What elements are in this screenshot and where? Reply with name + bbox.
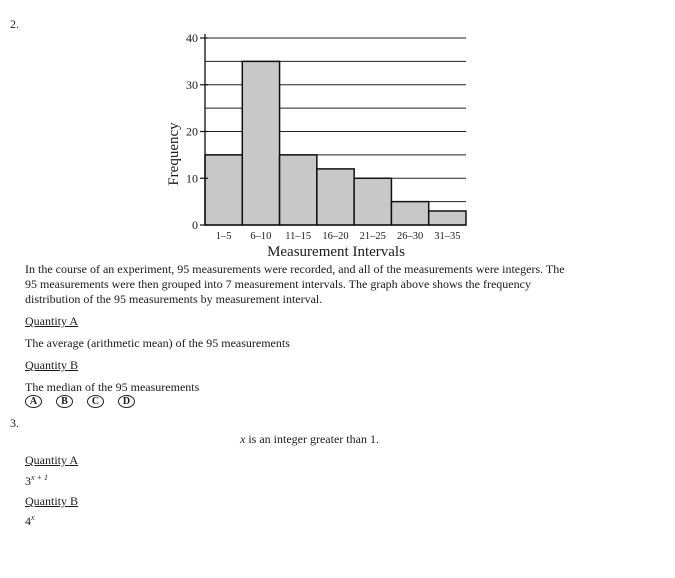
question-3-stem [240, 432, 379, 447]
y-tick-label: 30 [186, 77, 198, 92]
q2-quantity-b-label: Quantity B [25, 358, 78, 372]
choice-c-button[interactable]: C [87, 395, 104, 408]
choice-b-button[interactable]: B [56, 395, 73, 408]
bar-3 [280, 155, 317, 225]
x-tick-label: 21–25 [359, 231, 386, 242]
q3-quantity-b-label: Quantity B [25, 494, 78, 508]
q2-quantity-a-label: Quantity A [25, 314, 78, 328]
x-axis-label: Measurement Intervals [267, 244, 405, 260]
paragraph-line-3: distribution of the 95 measurements by measurement interval. [25, 292, 323, 306]
choice-a-button[interactable]: A [25, 395, 42, 408]
q3-quantity-a-base: 3 [25, 474, 31, 488]
paragraph-line-2: 95 measurements were then grouped into 7 measurement intervals. The graph above shows the frequency [25, 277, 531, 291]
y-tick-label: 0 [192, 218, 198, 232]
question-2-number: 2. [10, 17, 19, 31]
q2-quantity-a-text: The average (arithmetic mean) of the 95 measurements [25, 336, 290, 350]
x-tick-label: 6–10 [250, 231, 272, 242]
x-tick-label: 1–5 [215, 231, 232, 242]
y-tick-label: 40 [186, 31, 198, 45]
q2-quantity-b-text: The median of the 95 measurements [25, 380, 200, 394]
y-tick-label: 10 [186, 171, 198, 186]
bar-7 [429, 211, 466, 225]
x-tick-label: 11–15 [285, 231, 312, 242]
question-2-paragraph [25, 262, 645, 307]
answer-choices [25, 395, 149, 408]
bar-4 [317, 169, 354, 225]
bar-1 [205, 155, 242, 225]
choice-d-button[interactable]: D [118, 395, 135, 408]
bar-5 [354, 178, 391, 225]
x-tick-label: 31–35 [434, 231, 461, 242]
paragraph-line-1: In the course of an experiment, 95 measurements were recorded, and all of the measurements were integers. The [25, 262, 565, 276]
bar-2 [242, 61, 279, 225]
bar-6 [391, 202, 428, 225]
q3-quantity-b-exponent: x [31, 513, 35, 522]
y-axis-label: Frequency [166, 122, 182, 186]
question-3-number: 3. [10, 416, 19, 430]
frequency-histogram [150, 28, 480, 260]
chart-bars [205, 61, 466, 225]
stem-rest: is an integer greater than 1. [245, 432, 379, 446]
y-tick-label: 20 [186, 124, 198, 139]
q3-quantity-a-expression [25, 473, 48, 489]
x-tick-label: 26–30 [396, 231, 424, 242]
x-tick-label: 16–20 [322, 231, 349, 242]
q3-quantity-b-expression [25, 513, 35, 529]
q3-quantity-a-label: Quantity A [25, 453, 78, 467]
q3-quantity-b-base: 4 [25, 514, 31, 528]
q3-quantity-a-exponent: x + 1 [31, 473, 48, 482]
stem-variable: x [240, 432, 246, 446]
